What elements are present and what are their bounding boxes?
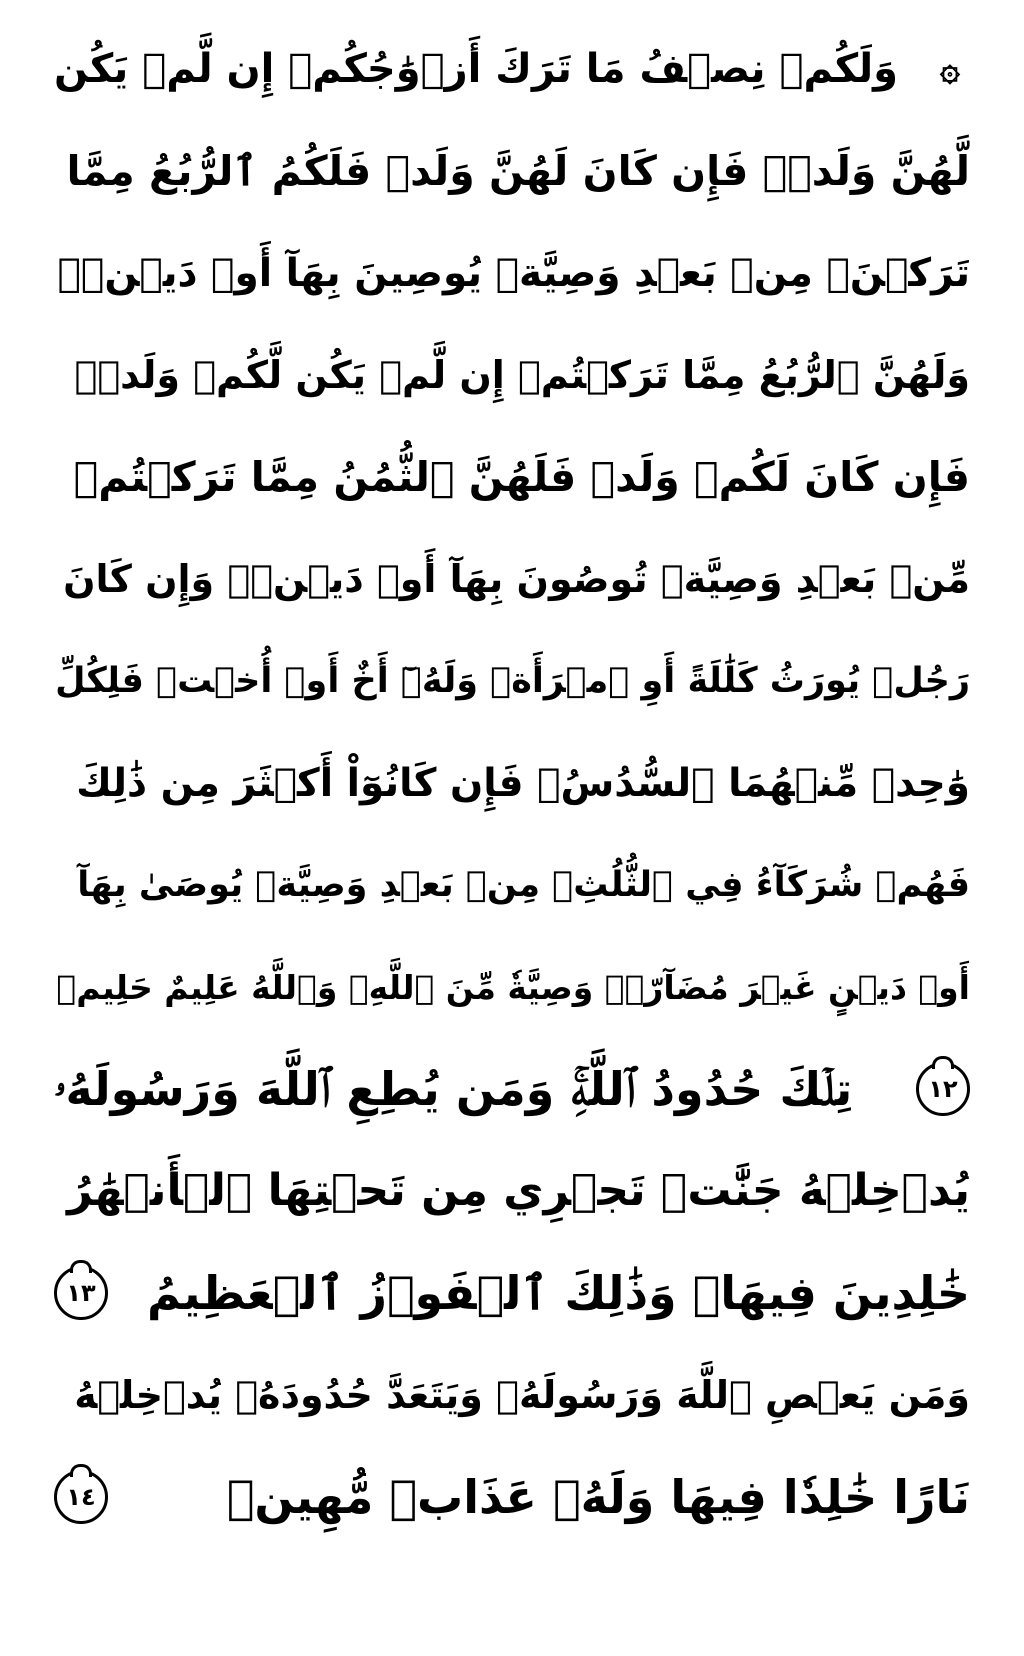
- verse-text: وَٰحِدٖ مِّنۡهُمَا ٱلسُّدُسُۚ فَإِن كَانُوٓاْ أَكۡثَرَ مِن ذَٰلِكَ: [76, 760, 970, 806]
- ayah-end-marker: ١٣: [54, 1266, 108, 1320]
- verse-line-12: [54, 1140, 970, 1242]
- verse-line-9: [54, 834, 970, 936]
- verse-line-10: [54, 936, 970, 1038]
- verse-text: لَّهُنَّ وَلَدٞۚ فَإِن كَانَ لَهُنَّ وَلَدٞ فَلَكُمُ ٱلرُّبُعُ مِمَّا: [66, 146, 970, 195]
- verse-line-6: [54, 528, 970, 630]
- verse-line-5: [54, 426, 970, 528]
- ayah-end-marker: ١٢: [916, 1062, 970, 1116]
- hizb-star-icon: ۞: [940, 49, 960, 89]
- verse-line-14: [54, 1344, 970, 1446]
- verse-text: رَجُلٞ يُورَثُ كَلَٰلَةً أَوِ ٱمۡرَأَةٞ وَلَهُۥٓ أَخٌ أَوۡ أُخۡتٞ فَلِكُلِّ: [55, 660, 970, 701]
- verse-line-3: [54, 222, 970, 324]
- verse-line-13: [54, 1242, 970, 1344]
- verse-text: تِلۡكَ حُدُودُ ٱللَّهِۚ وَمَن يُطِعِ ٱللَّهَ وَرَسُولَهُۥ: [54, 1062, 853, 1116]
- verse-text: يُدۡخِلۡهُ جَنَّٰتٖ تَجۡرِي مِن تَحۡتِهَا ٱلۡأَنۡهَٰرُ: [67, 1165, 970, 1216]
- verse-text: وَمَن يَعۡصِ ٱللَّهَ وَرَسُولَهُۥ وَيَتَعَدَّ حُدُودَهُۥ يُدۡخِلۡهُ: [74, 1373, 970, 1417]
- verse-line-7: [54, 630, 970, 732]
- verse-text: وَلَكُمۡ نِصۡفُ مَا تَرَكَ أَزۡوَٰجُكُمۡ إِن لَّمۡ يَكُن: [54, 46, 899, 92]
- verse-line-8: [54, 732, 970, 834]
- verse-line-1: [54, 18, 970, 120]
- verse-text: فَهُمۡ شُرَكَآءُ فِي ٱلثُّلُثِۚ مِنۢ بَعۡدِ وَصِيَّةٖ يُوصَىٰ بِهَآ: [77, 864, 970, 905]
- verse-line-2: [54, 120, 970, 222]
- ayah-end-marker: ١٤: [54, 1470, 108, 1524]
- verse-line-4: [54, 324, 970, 426]
- verse-line-15: [54, 1446, 970, 1548]
- verse-text: أَوۡ دَيۡنٍ غَيۡرَ مُضَآرّٖۚ وَصِيَّةٗ مِّنَ ٱللَّهِۗ وَٱللَّهُ عَلِيمٌ حَلِيمٞ: [56, 967, 970, 1007]
- verse-line-11: [54, 1038, 970, 1140]
- verse-text: مِّنۢ بَعۡدِ وَصِيَّةٖ تُوصُونَ بِهَآ أَوۡ دَيۡنٖۗ وَإِن كَانَ: [63, 557, 970, 601]
- verse-text: تَرَكۡنَۚ مِنۢ بَعۡدِ وَصِيَّةٖ يُوصِينَ بِهَآ أَوۡ دَيۡنٖۚ: [57, 250, 970, 296]
- verse-text: خَٰلِدِينَ فِيهَاۚ وَذَٰلِكَ ٱلۡفَوۡزُ ٱلۡعَظِيمُ: [147, 1266, 970, 1320]
- verse-text: فَإِن كَانَ لَكُمۡ وَلَدٞ فَلَهُنَّ ٱلثُّمُنُ مِمَّا تَرَكۡتُمۚ: [73, 452, 970, 501]
- verse-text: وَلَهُنَّ ٱلرُّبُعُ مِمَّا تَرَكۡتُمۡ إِن لَّمۡ يَكُن لَّكُمۡ وَلَدٞۚ: [74, 353, 970, 397]
- verse-text: نَارًا خَٰلِدٗا فِيهَا وَلَهُۥ عَذَابٞ مُّهِينٞ: [226, 1470, 970, 1524]
